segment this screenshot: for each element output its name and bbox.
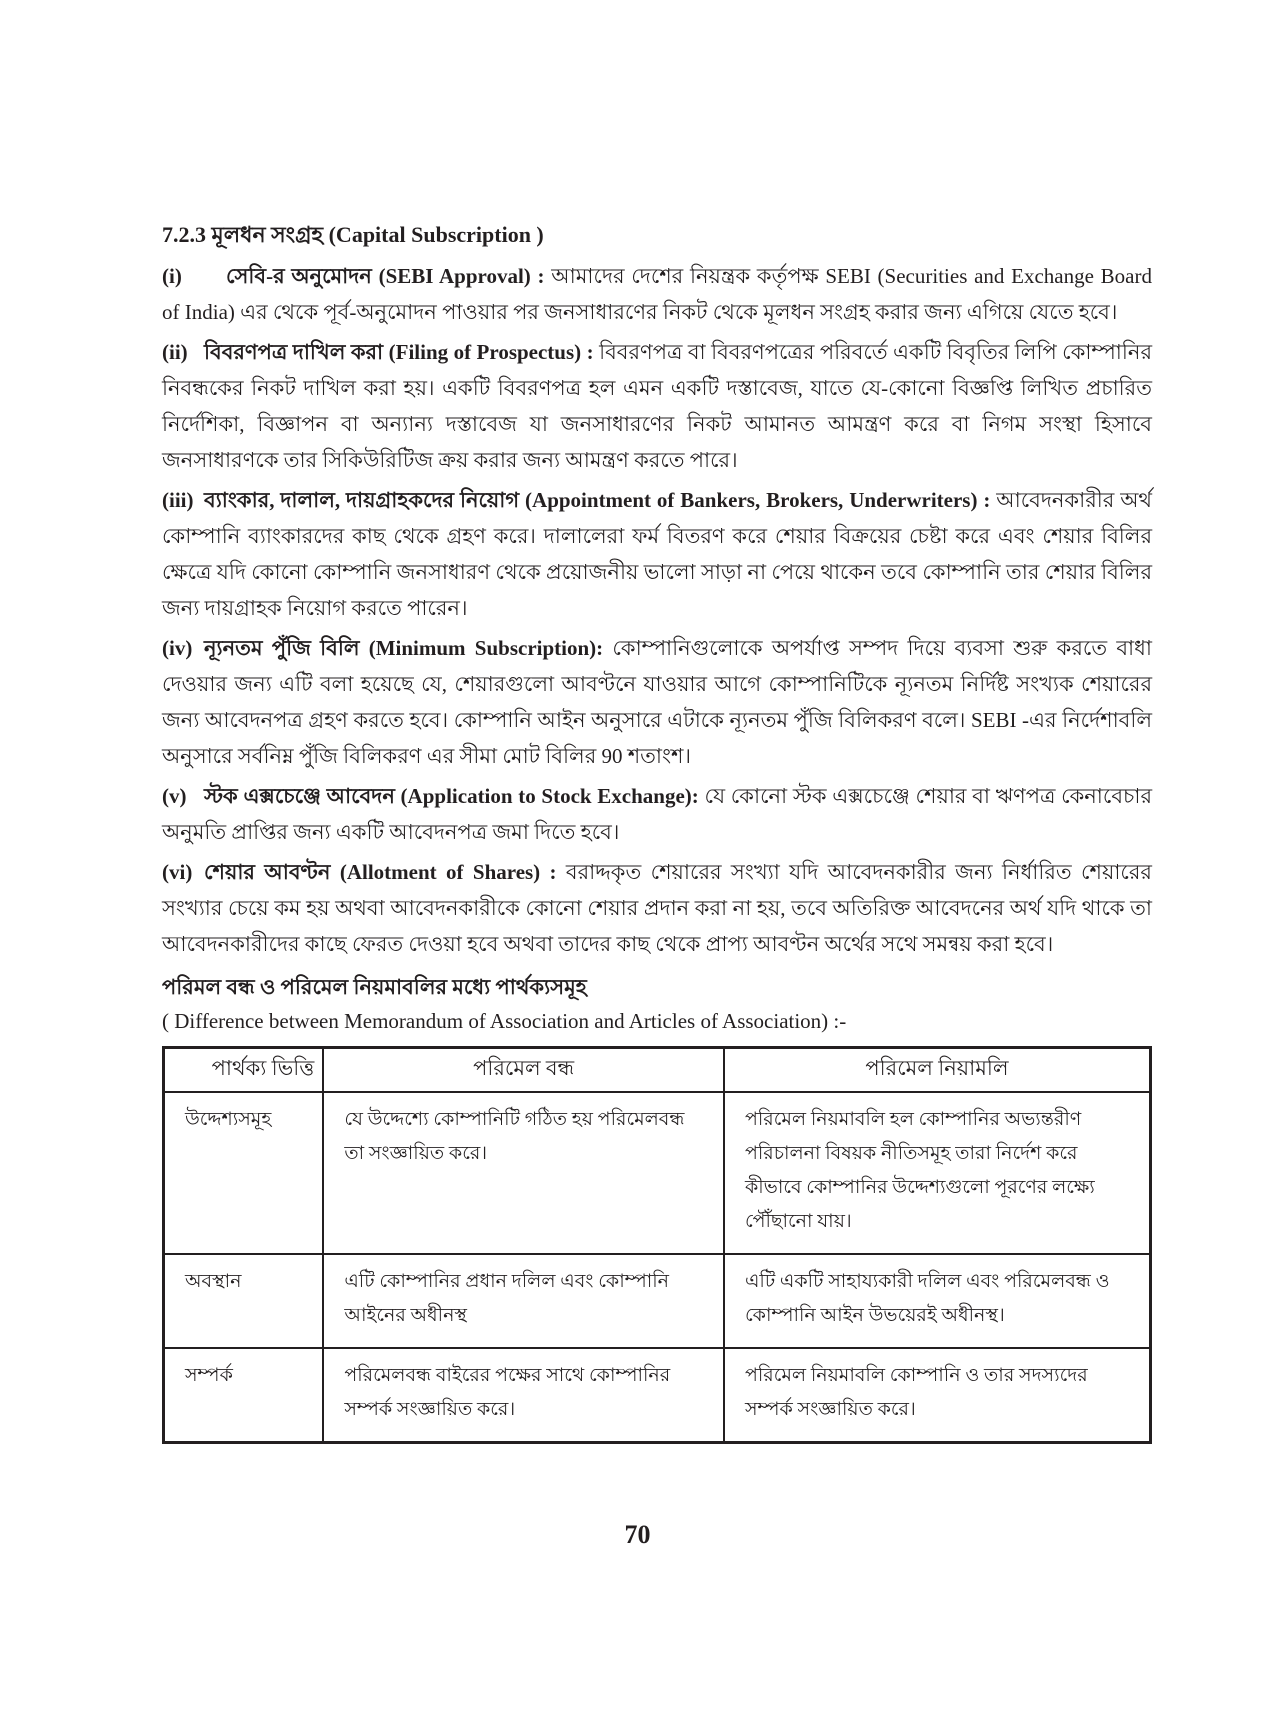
table-header-row [164,1048,1151,1092]
item-body: বিবরণপত্র বা বিবরণপত্রের পরিবর্তে একটি বিবৃতির লিপি কোম্পানির নিবন্ধকের নিকট দাখিল করা হয়। একটি বিবরণপত্র হল এমন একটি দস্তাবেজ, যাতে যে-কোনো বিজ্ঞপ্তি লিখিত প্রচারিত নির্দেশিকা, বিজ্ঞাপন বা অন্যান্য দস্তাবেজ যা জনসাধারণের নিকট আমানত আমন্ত্রণ করে বা নিগম সংস্থা হিসাবে জনসাধারণকে তার সিকিউরিটিজ ক্রয় করার জন্য আমন্ত্রণ করতে পারে। [162,340,1152,472]
cell-memorandum: যে উদ্দেশ্যে কোম্পানিটি গঠিত হয় পরিমেলবন্ধ তা সংজ্ঞায়িত করে। [323,1092,724,1254]
cell-basis: সম্পর্ক [164,1348,324,1443]
item-number: (ii) [162,340,188,364]
item-sebi-approval [162,258,1152,330]
page-number: 70 [624,1520,651,1549]
cell-basis: অবস্থান [164,1254,324,1348]
item-lead: ব্যাংকার, দালাল, দায়গ্রাহকদের নিয়োগ (Appointment of Bankers, Brokers, Underwriters) : [204,488,991,512]
item-appointment [162,482,1152,626]
table-row [164,1254,1151,1348]
section-heading: 7.2.3 মূলধন সংগ্রহ (Capital Subscription ) [162,222,544,247]
cell-articles: পরিমেল নিয়মাবলি হল কোম্পানির অভ্যন্তরীণ পরিচালনা বিষয়ক নীতিসমূহ তারা নির্দেশ করে কীভাবে কোম্পানির উদ্দেশ্যগুলো পূরণের লক্ষ্যে পৌঁছানো যায়। [724,1092,1151,1254]
item-body: আবেদনকারীর অর্থ কোম্পানি ব্যাংকারদের কাছ থেকে গ্রহণ করে। দালালেরা ফর্ম বিতরণ করে শেয়ার বিক্রয়ের চেষ্টা করে এবং শেয়ার বিলির ক্ষেত্রে যদি কোনো কোম্পানি জনসাধারণ থেকে প্রয়োজনীয় ভালো সাড়া না পেয়ে থাকেন তবে কোম্পানি তার শেয়ার বিলির জন্য দায়গ্রাহক নিয়োগ করতে পারেন। [162,488,1152,620]
item-lead: শেয়ার আবণ্টন (Allotment of Shares) : [204,860,557,884]
item-lead: বিবরণপত্র দাখিল করা (Filing of Prospectus) : [204,340,594,364]
comparison-caption: ( Difference between Memorandum of Association and Articles of Association) :- [162,1009,847,1033]
item-number: (vi) [162,860,193,884]
item-body: কোম্পানিগুলোকে অপর্যাপ্ত সম্পদ দিয়ে ব্যবসা শুরু করতে বাধা দেওয়ার জন্য এটি বলা হয়েছে যে, শেয়ারগুলো আবণ্টনে যাওয়ার আগে কোম্পানিটিকে ন্যূনতম নির্দিষ্ট সংখ্যক শেয়ারের জন্য আবেদনপত্র গ্রহণ করতে হবে। কোম্পানি আইন অনুসারে এটাকে ন্যূনতম পুঁজি বিলিকরণ বলে। SEBI -এর নির্দেশাবলি অনুসারে সর্বনিম্ন পুঁজি বিলিকরণ এর সীমা মোট বিলির 90 শতাংশ। [162,636,1152,768]
item-allotment [162,854,1152,962]
item-filing-of-prospectus [162,334,1152,478]
comparison-heading: পরিমল বন্ধ ও পরিমেল নিয়মাবলির মধ্যে পার্থক্যসমূহ [162,975,587,999]
header-articles: পরিমেল নিয়ামলি [724,1048,1151,1092]
cell-memorandum: এটি কোম্পানির প্রধান দলিল এবং কোম্পানি আইনের অধীনস্থ [323,1254,724,1348]
item-minimum-subscription [162,630,1152,774]
item-number: (iv) [162,636,193,660]
cell-articles: পরিমেল নিয়মাবলি কোম্পানি ও তার সদস্যদের সম্পর্ক সংজ্ঞায়িত করে। [724,1348,1151,1443]
item-number: (iii) [162,488,194,512]
table-row [164,1348,1151,1443]
page-content [162,218,1152,1444]
item-body: আমাদের দেশের নিয়ন্ত্রক কর্তৃপক্ষ SEBI (Securities and Exchange Board of India) এর থেকে পূর্ব-অনুমোদন পাওয়ার পর জনসাধারণের নিকট থেকে মূলধন সংগ্রহ করার জন্য এগিয়ে যেতে হবে। [162,264,1152,324]
table-row [164,1092,1151,1254]
item-number: (v) [162,784,187,808]
cell-memorandum: পরিমেলবন্ধ বাইরের পক্ষের সাথে কোম্পানির সম্পর্ক সংজ্ঞায়িত করে। [323,1348,724,1443]
header-memorandum: পরিমেল বন্ধ [323,1048,724,1092]
item-lead: সেবি-র অনুমোদন (SEBI Approval) : [226,264,545,288]
item-lead: ন্যূনতম পুঁজি বিলি (Minimum Subscription): [204,636,604,660]
item-number: (i) [162,264,182,288]
item-body: যে কোনো স্টক এক্সচেঞ্জে শেয়ার বা ঋণপত্র কেনাবেচার অনুমতি প্রাপ্তির জন্য একটি আবেদনপত্র জমা দিতে হবে। [162,784,1152,844]
cell-basis: উদ্দেশ্যসমূহ [164,1092,324,1254]
item-body: বরাদ্দকৃত শেয়ারের সংখ্যা যদি আবেদনকারীর জন্য নির্ধারিত শেয়ারের সংখ্যার চেয়ে কম হয় অথবা আবেদনকারীকে কোনো শেয়ার প্রদান করা না হয়, তবে অতিরিক্ত আবেদনের অর্থ যদি থাকে তা আবেদনকারীদের কাছে ফেরত দেওয়া হবে অথবা তাদের কাছ থেকে প্রাপ্য আবণ্টন অর্থের সথে সমন্বয় করা হবে। [162,860,1152,956]
cell-articles: এটি একটি সাহায্যকারী দলিল এবং পরিমেলবন্ধ ও কোম্পানি আইন উভয়েরই অধীনস্থ। [724,1254,1151,1348]
item-lead: স্টক এক্সচেঞ্জে আবেদন (Application to Stock Exchange): [204,784,699,808]
item-stock-exchange [162,778,1152,850]
header-basis: পার্থক্য ভিত্তি [164,1048,324,1092]
comparison-table [162,1046,1152,1444]
